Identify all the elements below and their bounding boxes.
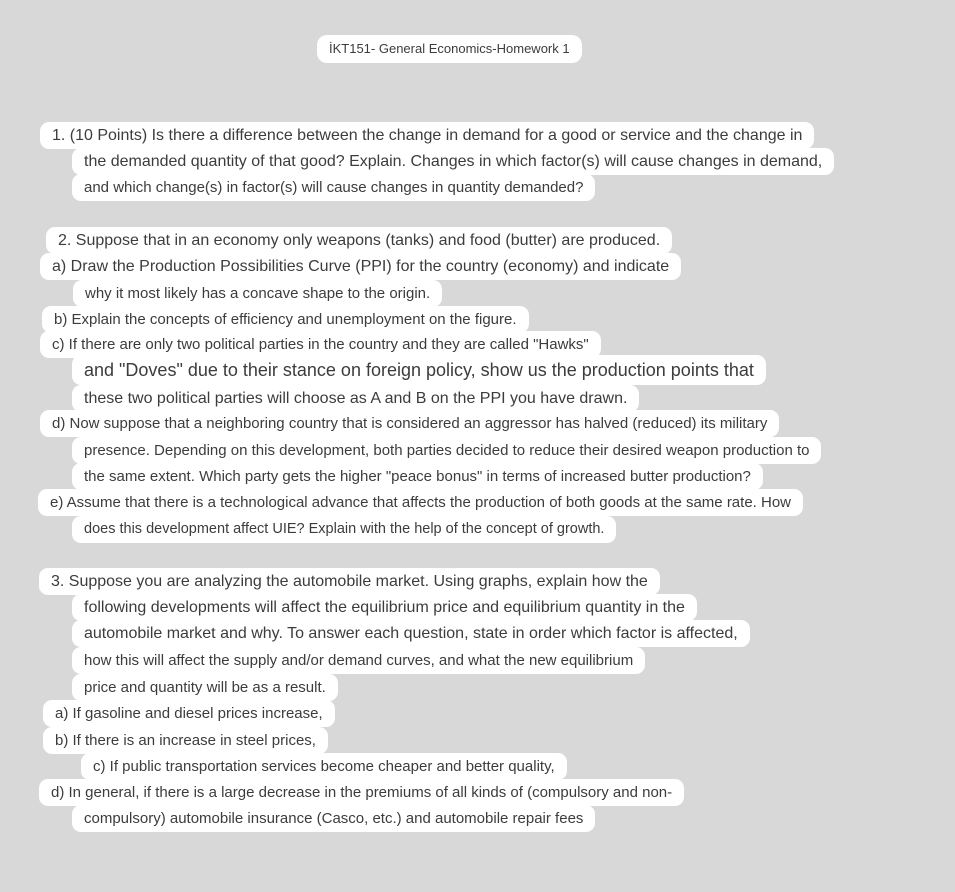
question-3-line-4: how this will affect the supply and/or demand curves, and what the new equilibrium <box>72 647 645 674</box>
question-2c-line-1: c) If there are only two political parties in the country and they are called "Hawks" <box>40 331 601 358</box>
question-3b: b) If there is an increase in steel prices, <box>43 727 328 754</box>
question-1-line-3: and which change(s) in factor(s) will cause changes in quantity demanded? <box>72 174 595 201</box>
question-2a-line-1: a) Draw the Production Possibilities Curve (PPI) for the country (economy) and indicate <box>40 253 681 280</box>
question-3-line-3: automobile market and why. To answer each question, state in order which factor is affected, <box>72 620 750 647</box>
question-1-line-2: the demanded quantity of that good? Explain. Changes in which factor(s) will cause changes in demand, <box>72 148 834 175</box>
question-2d-line-1: d) Now suppose that a neighboring country that is considered an aggressor has halved (reduced) its military <box>40 410 779 437</box>
question-3c: c) If public transportation services become cheaper and better quality, <box>81 753 567 780</box>
document-title: İKT151- General Economics-Homework 1 <box>317 35 582 63</box>
question-2a-line-2: why it most likely has a concave shape to the origin. <box>73 280 442 307</box>
question-2d-line-2: presence. Depending on this development, both parties decided to reduce their desired weapon production to <box>72 437 821 464</box>
question-3-line-1: 3. Suppose you are analyzing the automobile market. Using graphs, explain how the <box>39 568 660 595</box>
question-3-line-5: price and quantity will be as a result. <box>72 674 338 701</box>
question-2d-line-3: the same extent. Which party gets the higher "peace bonus" in terms of increased butter production? <box>72 463 763 490</box>
question-3a: a) If gasoline and diesel prices increase, <box>43 700 335 727</box>
question-3d-line-2: compulsory) automobile insurance (Casco, etc.) and automobile repair fees <box>72 805 595 832</box>
question-3-line-2: following developments will affect the equilibrium price and equilibrium quantity in the <box>72 594 697 621</box>
question-3d-line-1: d) In general, if there is a large decrease in the premiums of all kinds of (compulsory and non- <box>39 779 684 806</box>
question-2-intro: 2. Suppose that in an economy only weapons (tanks) and food (butter) are produced. <box>46 227 672 254</box>
question-2c-line-2: and "Doves" due to their stance on foreign policy, show us the production points that <box>72 355 766 385</box>
question-2c-line-3: these two political parties will choose as A and B on the PPI you have drawn. <box>72 385 639 412</box>
question-2e-line-2: does this development affect UIE? Explain with the help of the concept of growth. <box>72 516 616 543</box>
question-1-line-1: 1. (10 Points) Is there a difference between the change in demand for a good or service and the change in <box>40 122 814 149</box>
question-2e-line-1: e) Assume that there is a technological advance that affects the production of both goods at the same rate. How <box>38 489 803 516</box>
question-2b: b) Explain the concepts of efficiency and unemployment on the figure. <box>42 306 529 333</box>
